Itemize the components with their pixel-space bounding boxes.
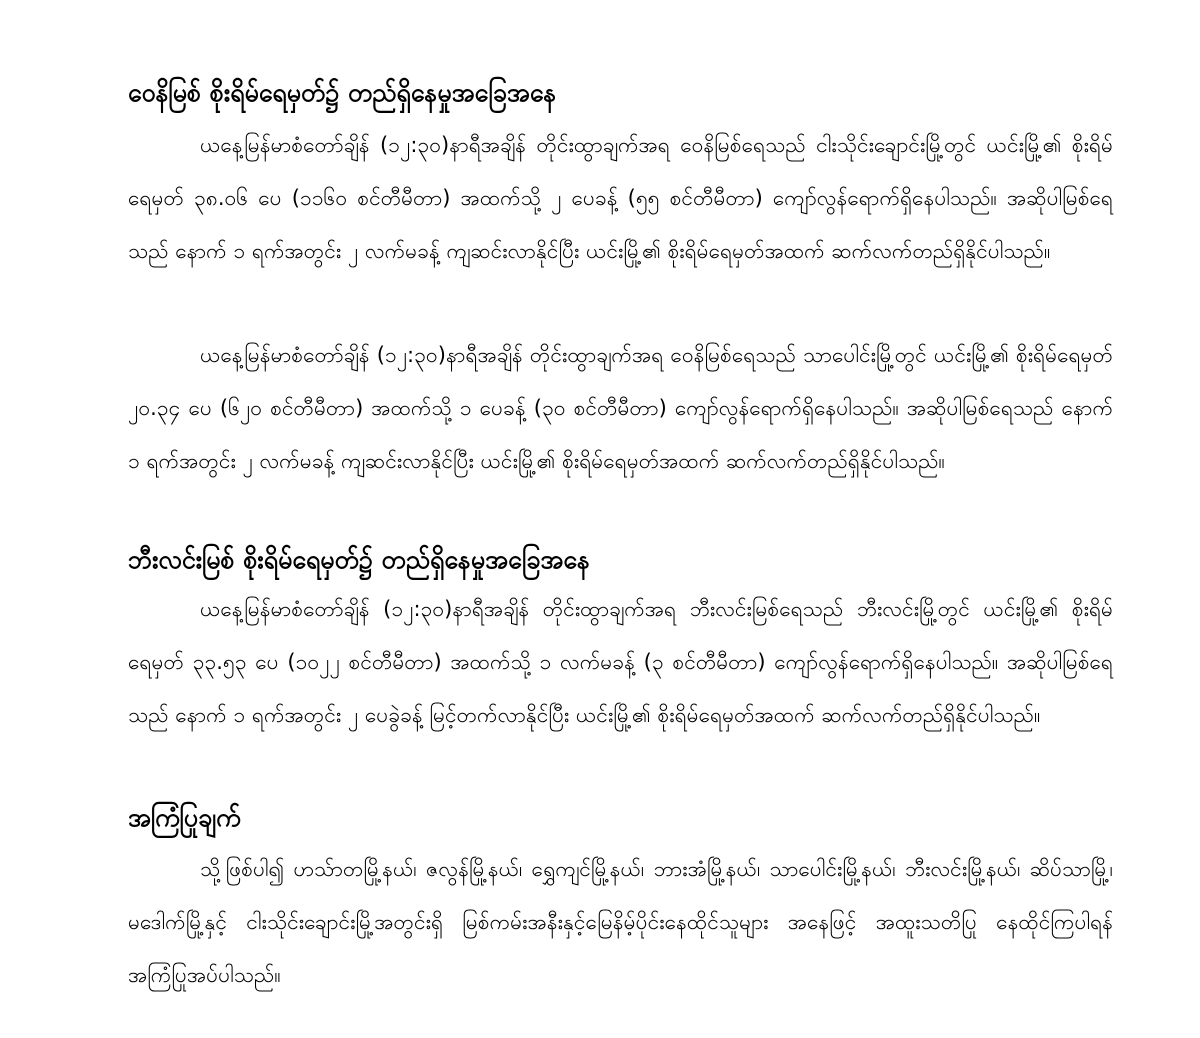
paragraph-weni-ngathaingchaung: ယနေ့မြန်မာစံတော်ချိန် (၁၂:၃၀)နာရီအချိန် တိုင်းထွာချက်အရ ဝေနိမြစ်ရေသည် ငါးသိုင်းချောင်းမြို့တွင် ယင်းမြို့၏ စိုးရိမ်ရေမှတ် ၃၈.၀၆ ပေ (၁၁၆၀ စင်တီမီတာ) အထက်သို့ ၂ ပေခန့် (၅၅ စင်တီမီတာ) ကျော်လွန်ရောက်ရှိနေပါသည်။ အဆိုပါမြစ်ရေသည် နောက် ၁ ရက်အတွင်း ၂ လက်မခန့် ကျဆင်းလာနိုင်ပြီး ယင်းမြို့၏ စိုးရိမ်ရေမှတ်အထက် ဆက်လက်တည်ရှိနိုင်ပါသည်။ xyxy=(128,133,1113,263)
paragraph-advice: သို့ဖြစ်ပါ၍ ဟသ်ာတမြို့နယ်၊ ဇလွန်မြို့နယ်၊ ရွှေကျင်မြို့နယ်၊ ဘားအံမြို့နယ်၊ သာပေါင်းမြို့နယ်၊ ဘီးလင်းမြို့နယ်၊ ဆိပ်သာမြို့၊ မဒေါက်မြို့နှင့် ငါးသိုင်းချောင်းမြို့အတွင်းရှိ မြစ်ကမ်းအနီးနှင့်မြေနိမ့်ပိုင်းနေထိုင်သူများ အနေဖြင့် အထူးသတိပြု နေထိုင်ကြပါရန် အကြံပြုအပ်ပါသည်။ xyxy=(128,857,1113,987)
paragraph-bilin: ယနေ့မြန်မာစံတော်ချိန် (၁၂:၃၀)နာရီအချိန် တိုင်းထွာချက်အရ ဘီးလင်းမြစ်ရေသည် ဘီးလင်းမြို့တွင် ယင်းမြို့၏ စိုးရိမ်ရေမှတ် ၃၃.၅၃ ပေ (၁၀၂၂ စင်တီမီတာ) အထက်သို့ ၁ လက်မခန့် (၃ စင်တီမီတာ) ကျော်လွန်ရောက်ရှိနေပါသည်။ အဆိုပါမြစ်ရေသည် နောက် ၁ ရက်အတွင်း ၂ ပေခွဲခန့် မြင့်တက်လာနိုင်ပြီး ယင်းမြို့၏ စိုးရိမ်ရေမှတ်အထက် ဆက်လက်တည်ရှိနိုင်ပါသည်။ xyxy=(128,597,1113,727)
section-heading-weni-river: ဝေနိမြစ် စိုးရိမ်ရေမှတ်၌ တည်ရှိနေမှုအခြေအနေ xyxy=(128,78,557,107)
paragraph-weni-thabaung: ယနေ့မြန်မာစံတော်ချိန် (၁၂:၃၀)နာရီအချိန် တိုင်းထွာချက်အရ ဝေနိမြစ်ရေသည် သာပေါင်းမြို့တွင် ယင်းမြို့၏ စိုးရိမ်ရေမှတ် ၂၀.၃၄ ပေ (၆၂၀ စင်တီမီတာ) အထက်သို့ ၁ ပေခန့် (၃၀ စင်တီမီတာ) ကျော်လွန်ရောက်ရှိနေပါသည်။ အဆိုပါမြစ်ရေသည် နောက် ၁ ရက်အတွင်း ၂ လက်မခန့် ကျဆင်းလာနိုင်ပြီး ယင်းမြို့၏ စိုးရိမ်ရေမှတ်အထက် ဆက်လက်တည်ရှိနိုင်ပါသည်။ xyxy=(128,343,1113,473)
section-heading-advice: အကြံပြုချက် xyxy=(128,803,241,832)
section-heading-bilin-river: ဘီးလင်းမြစ် စိုးရိမ်ရေမှတ်၌ တည်ရှိနေမှုအခြေအနေ xyxy=(128,545,590,574)
